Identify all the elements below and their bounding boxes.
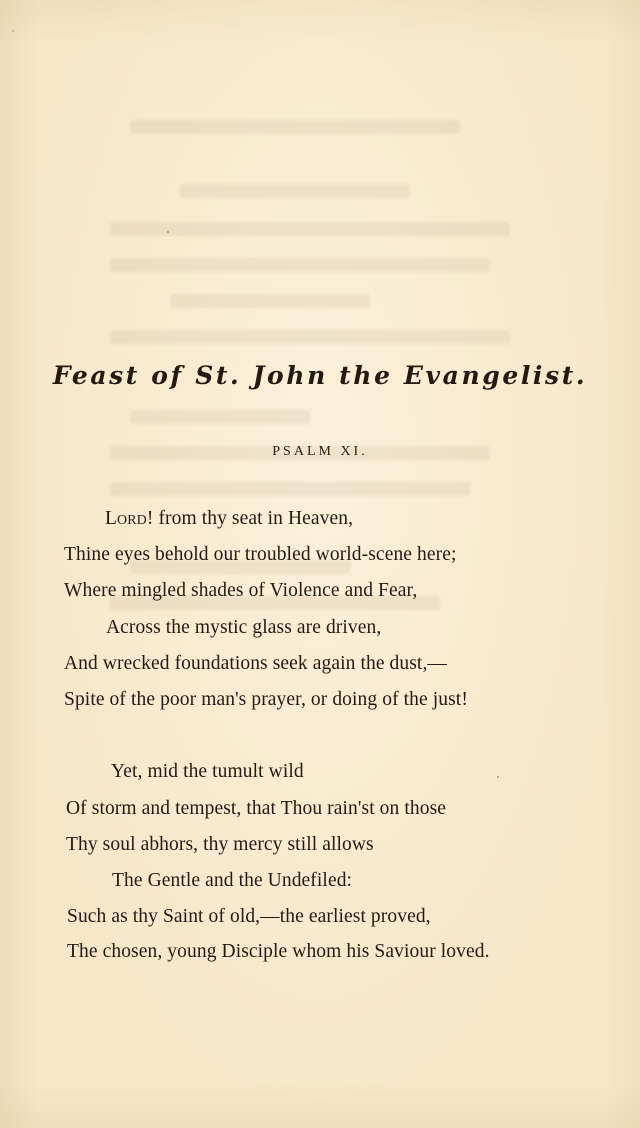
line-text: ! from thy seat in Heaven, (146, 508, 354, 529)
stanza-1-line-3: Where mingled shades of Violence and Fear, (64, 580, 418, 601)
stanza-1-line-1 (105, 508, 353, 530)
stanza-1-line-5: And wrecked foundations seek again the dust,— (64, 653, 448, 674)
paper-speck (497, 776, 499, 778)
page-title: Feast of St. John the Evangelist. (52, 361, 588, 390)
stanza-1-line-2: Thine eyes behold our troubled world-scene here; (64, 544, 457, 565)
psalm-heading: PSALM XI. (272, 444, 368, 459)
stanza-2-line-5: Such as thy Saint of old,—the earliest proved, (67, 906, 431, 927)
stanza-2-line-3: Thy soul abhors, thy mercy still allows (66, 834, 374, 855)
paper-speck (167, 231, 169, 233)
stanza-2-line-1: Yet, mid the tumult wild (111, 761, 304, 782)
lord-word: Lord (105, 508, 147, 529)
stanza-2-line-2: Of storm and tempest, that Thou rain'st on those (66, 798, 447, 819)
stanza-2-line-6: The chosen, young Disciple whom his Saviour loved. (67, 941, 490, 962)
paper-speck (12, 30, 14, 32)
stanza-1-line-6: Spite of the poor man's prayer, or doing of the just! (64, 689, 468, 710)
stanza-2-line-4: The Gentle and the Undefiled: (112, 870, 353, 891)
stanza-1-line-4: Across the mystic glass are driven, (106, 617, 382, 638)
